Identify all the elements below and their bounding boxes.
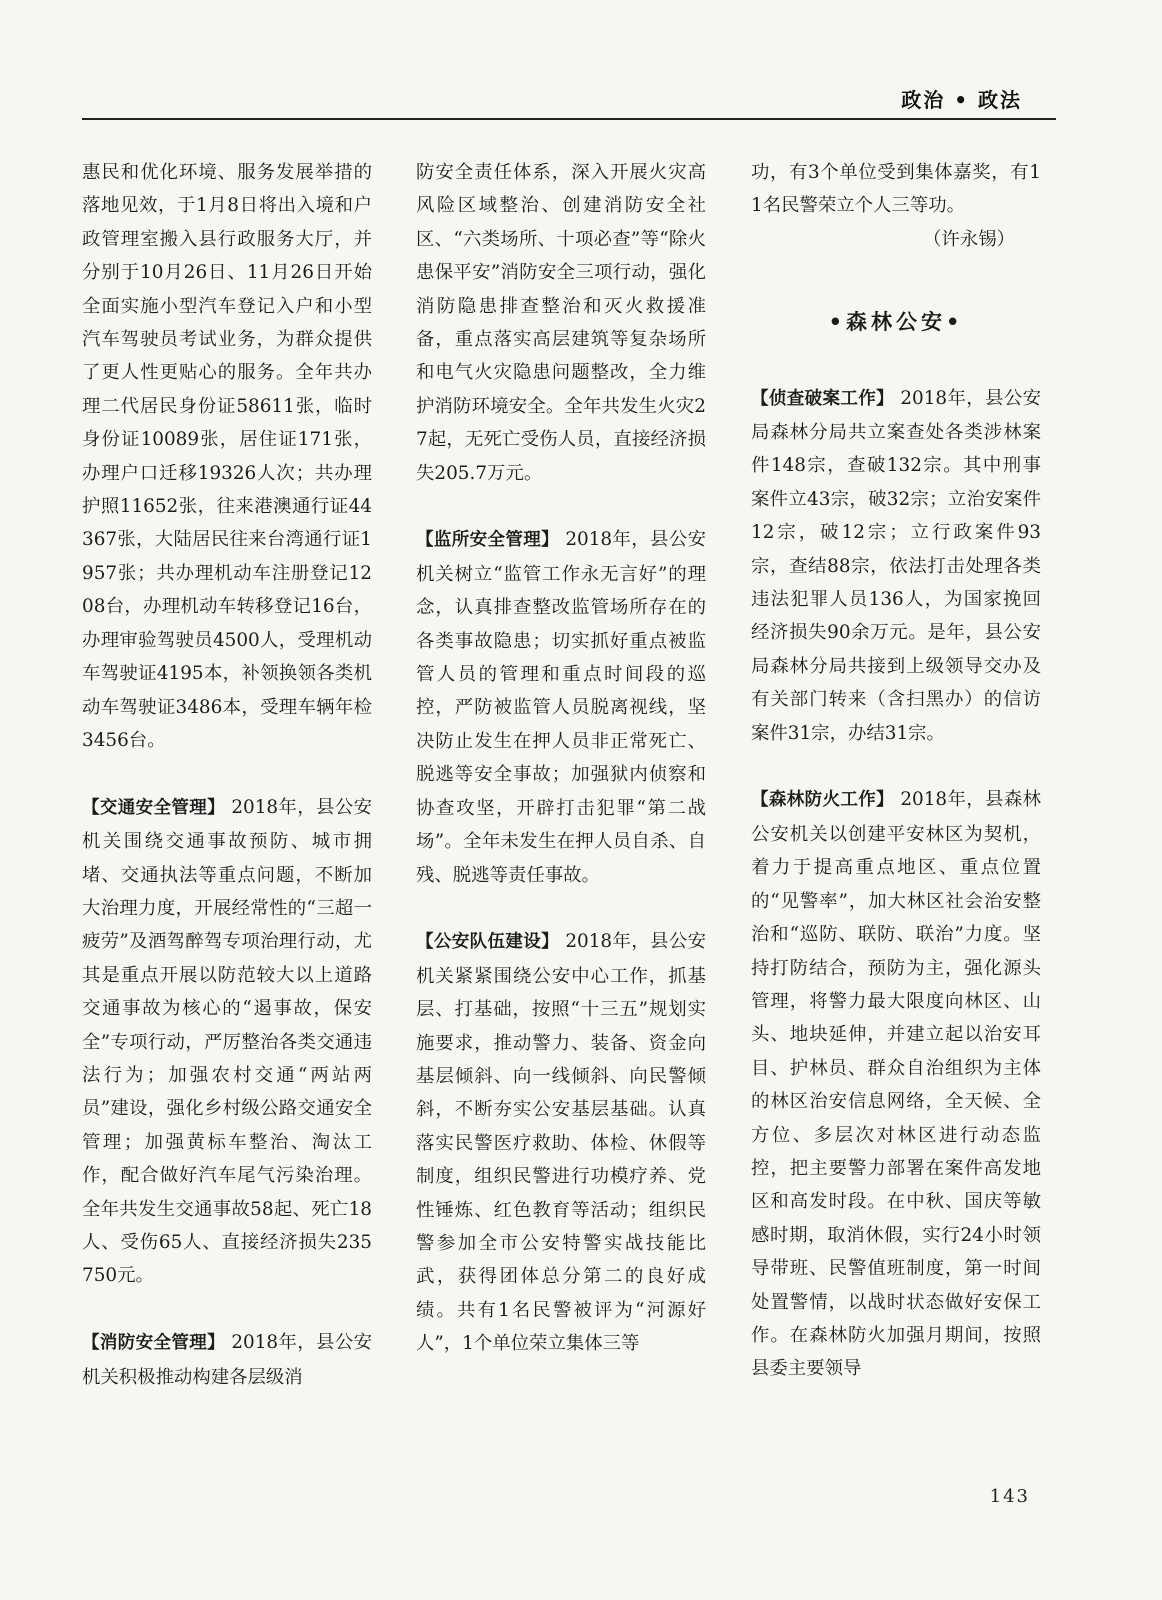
section-heading-detention-safety: 【监所安全管理】	[416, 530, 560, 551]
paragraph-police-team	[416, 925, 706, 1360]
paragraph-fire-safety-continued: 防安全责任体系，深入开展火灾高风险区域整治、创建消防安全社区、“六类场所、十项必查”等“除火患保平安”消防安全三项行动，强化消防隐患排查整治和灭火救援准备，重点落实高层建筑等复杂场所和电气火灾隐患问题整改，全力维护消防环境安全。全年共发生火灾27起，无死亡受伤人员，直接经济损失205.7万元。	[416, 162, 706, 484]
paragraph-traffic-safety	[82, 791, 372, 1293]
text-column-2	[416, 156, 706, 1361]
paragraph-investigation	[751, 382, 1041, 750]
text-column-1	[82, 156, 372, 1394]
paragraph-fire-safety	[82, 1326, 372, 1394]
section-heading-police-team: 【公安队伍建设】	[416, 932, 560, 953]
paragraph-body: 2018年，县公安机关围绕交通事故预防、城市拥堵、交通执法等重点问题，不断加大治理力度，开展经常性的“三超一疲劳”及酒驾醉驾专项治理行动，尤其是重点开展以防范较大以上道路交通事故为核心的“遏事故，保安全”专项行动，严厉整治各类交通违法行为；加强农村交通“两站两员”建设，强化乡村级公路交通安全管理；加强黄标车整治、淘汰工作，配合做好汽车尾气污染治理。全年共发生交通事故58起、死亡18人、受伤65人、直接经济损失235750元。	[82, 796, 372, 1287]
section-heading-fire-safety: 【消防安全管理】	[82, 1333, 226, 1354]
paragraph-body: 2018年，县森林公安机关以创建平安林区为契机，着力于提高重点地区、重点位置的“见警率”，加大林区社会治安整治和“巡防、联防、联治”力度。坚持打防结合，预防为主，强化源头管理，将警力最大限度向林区、山头、地块延伸，并建立起以治安耳目、护林员、群众自治组织为主体的林区治安信息网络，全天候、全方位、多层次对林区进行动态监控，把主要警力部署在案件高发地区和高发时段。在中秋、国庆等敏感时期，取消休假，实行24小时领导带班、民警值班制度，第一时间处置警情，以战时状态做好安保工作。在森林防火加强月期间，按照县委主要领导	[751, 789, 1041, 1380]
paragraph-body: 2018年，县公安局森林分局共立案查处各类涉林案件148宗，查破132宗。其中刑事案件立43宗，破32宗；立治安案件12宗，破12宗；立行政案件93宗，查结88宗，依法打击处理各类违法犯罪人员136人，为国家挽回经济损失90余万元。是年，县公安局森林分局共接到上级领导交办及有关部门转来（含扫黑办）的信访案件31宗，办结31宗。	[751, 387, 1041, 744]
section-heading-investigation: 【侦查破案工作】	[751, 388, 895, 409]
section-title-forest-police: •森林公安•	[828, 310, 964, 335]
paragraph-household-services: 惠民和优化环境、服务发展举措的落地见效，于1月8日将出入境和户政管理室搬入县行政服务大厅，并分别于10月26日、11月26日开始全面实施小型汽车登记入户和小型汽车驾驶员考试业务，为群众提供了更人性更贴心的服务。全年共办理二代居民身份证58611张，临时身份证10089张，居住证171张，办理户口迁移19326人次；共办理护照11652张，往来港澳通行证44367张，大陆居民往来台湾通行证1957张；共办理机动车注册登记1208台，办理机动车转移登记16台，办理审验驾驶员4500人，受理机动车驾驶证4195本，补领换领各类机动车驾驶证3486本，受理车辆年检3456台。	[82, 162, 372, 751]
paragraph-body: 2018年，县公安机关积极推动构建各层级消	[82, 1332, 372, 1388]
text-column-3	[751, 156, 1041, 1386]
section-heading-forest-fire-prevention: 【森林防火工作】	[751, 790, 895, 811]
paragraph-body: 2018年，县公安机关树立“监管工作永无言好”的理念，认真排查整改监管场所存在的各类事故隐患；切实抓好重点被监管人员的管理和重点时间段的巡控，严防被监管人员脱离视线，坚决防止发生在押人员非正常死亡、脱逃等安全事故；加强狱内侦察和协查攻坚，开辟打击犯罪“第二战场”。全年未发生在押人员自杀、自残、脱逃等责任事故。	[416, 529, 706, 886]
header-divider	[82, 118, 1056, 120]
author-credit: （许永锡）	[923, 228, 1015, 250]
paragraph-detention-safety	[416, 523, 706, 891]
section-heading-traffic-safety: 【交通安全管理】	[82, 797, 226, 818]
paragraph-forest-fire-prevention	[751, 783, 1041, 1385]
paragraph-police-team-continued: 功，有3个单位受到集体嘉奖，有11名民警荣立个人三等功。	[751, 162, 1041, 217]
running-header-title: 政治 • 政法	[901, 88, 1022, 112]
page-number: 143	[989, 1486, 1030, 1507]
paragraph-body: 2018年，县公安机关紧紧围绕公安中心工作，抓基层、打基础，按照“十三五”规划实施要求，推动警力、装备、资金向基层倾斜、向一线倾斜、向民警倾斜，不断夯实公安基层基础。认真落实民警医疗救助、体检、休假等制度，组织民警进行功模疗养、党性锤炼、红色教育等活动；组织民警参加全市公安特警实战技能比武，获得团体总分第二的良好成绩。共有1名民警被评为“河源好人”，1个单位荣立集体三等	[416, 931, 706, 1355]
